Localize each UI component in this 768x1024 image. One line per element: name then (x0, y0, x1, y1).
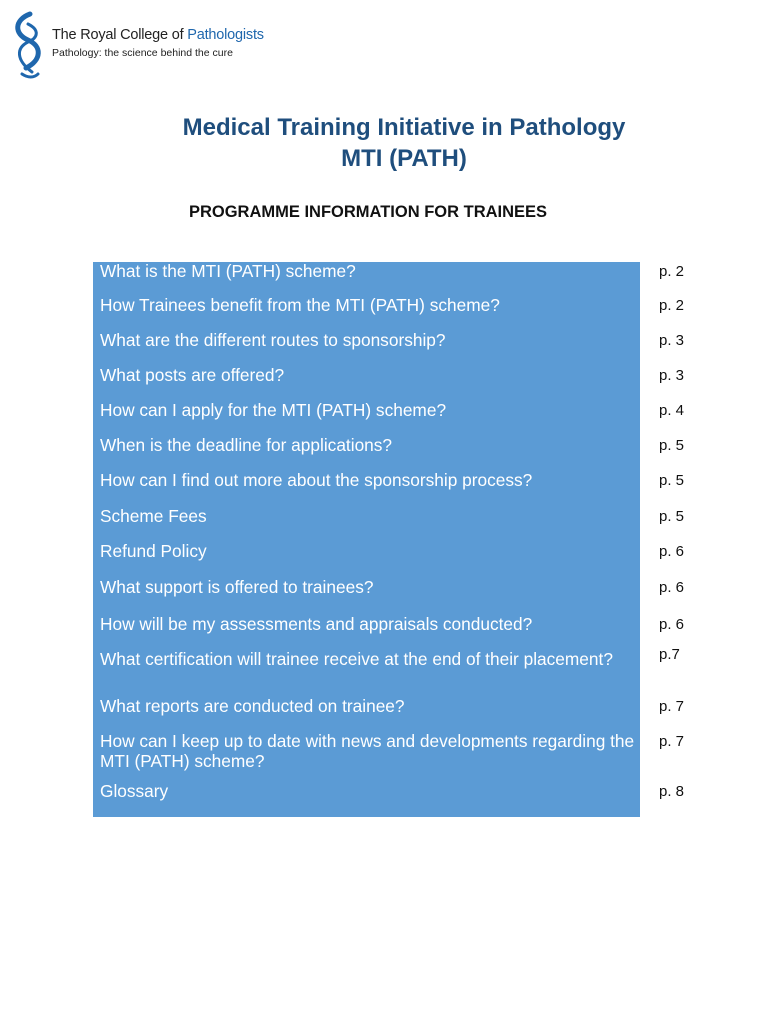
toc-page-number: p. 5 (659, 508, 685, 525)
toc-page-number: p. 2 (659, 297, 685, 314)
toc-question[interactable]: Glossary (100, 781, 169, 801)
toc-question[interactable]: What support is offered to trainees? (100, 577, 374, 597)
toc-page-number: p. 6 (659, 543, 685, 560)
toc-page-number: p. 6 (659, 579, 685, 596)
toc-question[interactable]: What certification will trainee receive at the end of their placement? (100, 649, 613, 669)
toc-page-number: p. 2 (659, 263, 685, 280)
toc-question[interactable]: What are the different routes to sponsorship? (100, 330, 446, 350)
college-emblem-icon (8, 10, 48, 82)
toc-question[interactable]: What is the MTI (PATH) scheme? (100, 261, 356, 281)
toc-question[interactable]: How will be my assessments and appraisals conducted? (100, 614, 533, 634)
contents-table (93, 261, 685, 817)
toc-question[interactable]: How can I find out more about the sponsorship process? (100, 470, 533, 490)
college-tagline: Pathology: the science behind the cure (52, 47, 233, 59)
toc-question[interactable]: Scheme Fees (100, 506, 207, 526)
college-logo (8, 10, 278, 82)
toc-page-number: p. 7 (659, 698, 685, 715)
toc-page-number: p. 3 (659, 367, 685, 384)
toc-page-number: p. 3 (659, 332, 685, 349)
document-title (0, 112, 768, 174)
toc-question[interactable]: How can I keep up to date with news and developments regarding the MTI (PATH) scheme? (100, 731, 635, 771)
toc-page-number: p. 7 (659, 733, 685, 750)
toc-page-number: p.7 (659, 646, 680, 663)
logo-text (52, 26, 264, 60)
title-line-1: Medical Training Initiative in Pathology (182, 114, 626, 141)
toc-question[interactable]: How Trainees benefit from the MTI (PATH) scheme? (100, 295, 500, 315)
college-name: The Royal College of Pathologists (52, 27, 264, 43)
title-line-2: MTI (PATH) (341, 145, 467, 172)
toc-question[interactable]: Refund Policy (100, 541, 207, 561)
toc-page-number: p. 6 (659, 616, 685, 633)
toc-page-number: p. 4 (659, 402, 685, 419)
section-heading: PROGRAMME INFORMATION FOR TRAINEES (188, 203, 548, 221)
toc-question[interactable]: How can I apply for the MTI (PATH) scheme? (100, 400, 447, 420)
toc-page-number: p. 8 (659, 783, 685, 800)
toc-question[interactable]: What posts are offered? (100, 365, 285, 385)
toc-page-number: p. 5 (659, 437, 685, 454)
college-name-accent: Pathologists (187, 27, 264, 43)
toc-question[interactable]: When is the deadline for applications? (100, 435, 393, 455)
toc-question[interactable]: What reports are conducted on trainee? (100, 696, 405, 716)
toc-page-number: p. 5 (659, 472, 685, 489)
